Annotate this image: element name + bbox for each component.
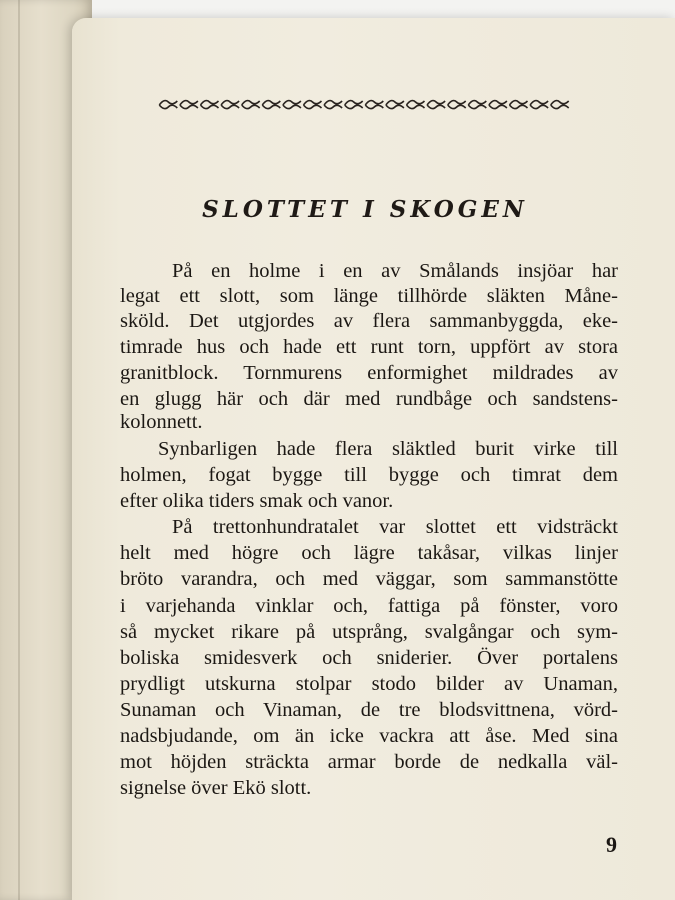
text-line: nadsbjudande, om än icke vackra att åse. Med sina — [120, 725, 618, 747]
chapter-title: SLOTTET I SKOGEN — [202, 196, 528, 223]
ornament-link — [324, 101, 342, 109]
ornament-link — [427, 101, 445, 109]
ornament-link — [386, 101, 404, 109]
ornament-svg — [158, 96, 570, 114]
text-line: legat ett slott, som länge tillhörde släkten Måne- — [120, 285, 618, 307]
ornament-link — [283, 101, 301, 109]
ornament-link — [180, 101, 198, 109]
ornament-link — [242, 101, 260, 109]
ornament-link — [530, 101, 548, 109]
text-line: Synbarligen hade flera släktled burit virke till — [158, 438, 618, 460]
ornament-link — [304, 101, 322, 109]
left-page-edge — [18, 0, 20, 900]
text-line: boliska smidesverk och sniderier. Över portalens — [120, 647, 618, 669]
text-line: sköld. Det utgjordes av flera sammanbyggda, eke- — [120, 310, 618, 332]
ornament-border-icon — [158, 96, 570, 114]
ornament-link — [221, 101, 239, 109]
ornament-link — [345, 101, 363, 109]
text-line: kolonnett. — [120, 411, 203, 433]
ornament-link — [448, 101, 466, 109]
text-line: På en holme i en av Smålands insjöar har — [172, 260, 618, 282]
text-line: så mycket rikare på utsprång, svalgångar och sym- — [120, 621, 618, 643]
text-line: helt med högre och lägre takåsar, vilkas linjer — [120, 542, 618, 564]
ornament-link — [551, 101, 569, 109]
ornament-link — [510, 101, 528, 109]
text-line: bröto varandra, och med väggar, som sammanstötte — [120, 568, 618, 590]
text-line: mot höjden sträckta armar borde de nedkalla väl- — [120, 751, 618, 773]
ornament-link — [468, 101, 486, 109]
text-line: i varjehanda vinklar och, fattiga på fönster, voro — [120, 595, 618, 617]
page-number: 9 — [606, 832, 617, 857]
text-line: Sunaman och Vinaman, de tre blodsvittnena, vörd- — [120, 699, 618, 721]
text-line: granitblock. Tornmurens enformighet mildrades av — [120, 362, 618, 384]
ornament-link — [262, 101, 280, 109]
ornament-link — [365, 101, 383, 109]
ornament-link — [159, 101, 177, 109]
text-line: timrade hus och hade ett runt torn, uppfört av stora — [120, 336, 618, 358]
text-line: På trettonhundratalet var slottet ett vidsträckt — [172, 516, 618, 538]
text-line: signelse över Ekö slott. — [120, 777, 312, 799]
text-line: efter olika tiders smak och vanor. — [120, 490, 394, 512]
ornament-link — [489, 101, 507, 109]
text-line: holmen, fogat bygge till bygge och timrat dem — [120, 464, 618, 486]
ornament-link — [201, 101, 219, 109]
text-line: en glugg här och där med rundbåge och sandstens- — [120, 388, 618, 410]
text-line: prydligt utskurna stolpar stodo bilder av Unaman, — [120, 673, 618, 695]
ornament-link — [407, 101, 425, 109]
